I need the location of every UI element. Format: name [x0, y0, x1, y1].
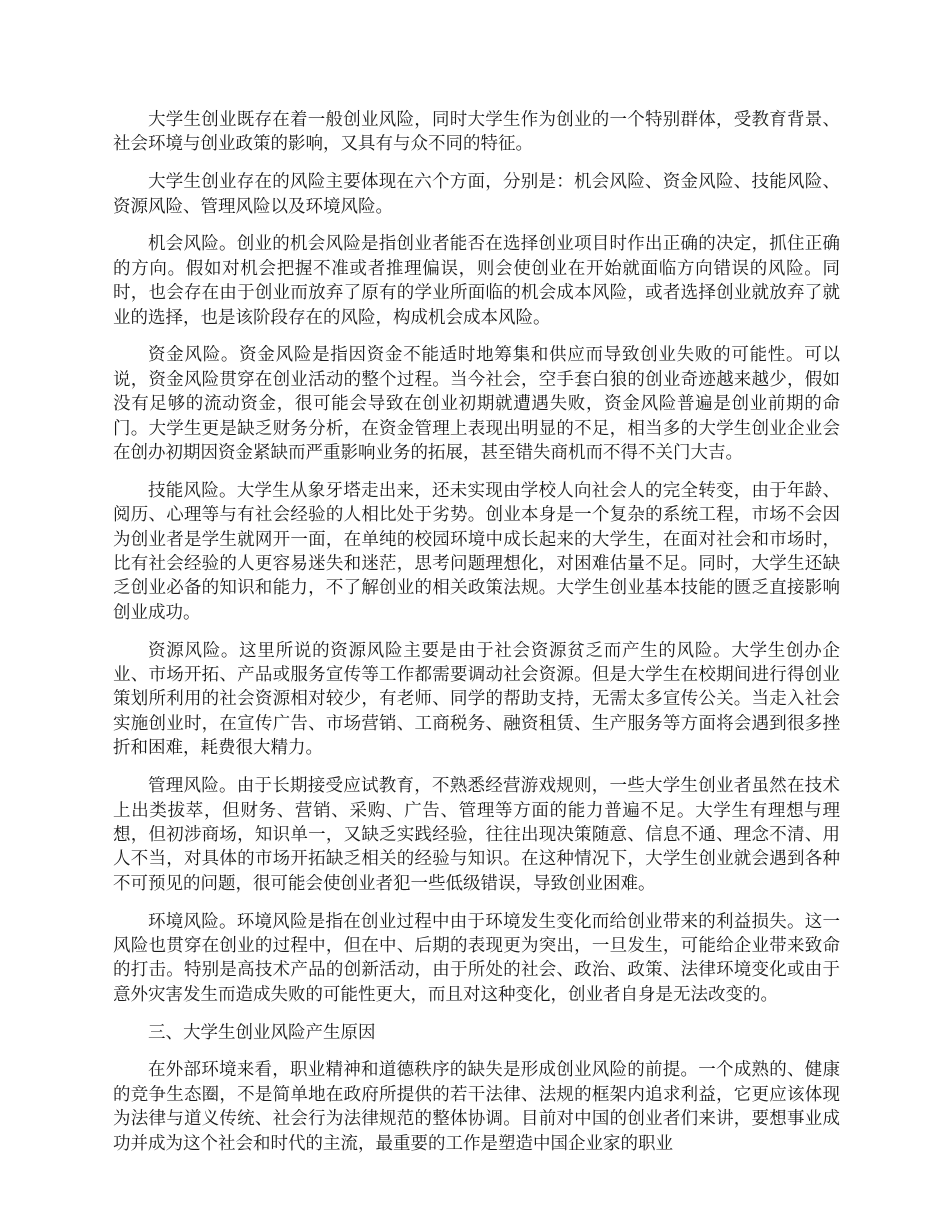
paragraph-intro: 大学生创业既存在着一般创业风险，同时大学生作为创业的一个特别群体，受教育背景、社会环境与创业政策的影响，又具有与众不同的特征。	[113, 110, 840, 155]
paragraph-management-risk: 管理风险。由于长期接受应试教育，不熟悉经营游戏规则，一些大学生创业者虽然在技术上出类拔萃，但财务、营销、采购、广告、管理等方面的能力普遍不足。大学生有理想与理想，但初涉商场，知识单一，又缺乏实践经验，往往出现决策随意、信息不通、理念不清、用人不当，对具体的市场开拓缺乏相关的经验与知识。在这种情况下，大学生创业就会遇到各种不可预见的问题，很可能会使创业者犯一些低级错误，导致创业困难。	[113, 776, 840, 894]
paragraph-six-risks: 大学生创业存在的风险主要体现在六个方面，分别是：机会风险、资金风险、技能风险、资源风险、管理风险以及环境风险。	[113, 172, 840, 217]
paragraph-skill-risk: 技能风险。大学生从象牙塔走出来，还未实现由学校人向社会人的完全转变，由于年龄、阅历、心理等与有社会经验的人相比处于劣势。创业本身是一个复杂的系统工程，市场不会因为创业者是学生就网开一面，在单纯的校园环境中成长起来的大学生，在面对社会和市场时，比有社会经验的人更容易迷失和迷茫，思考问题理想化，对困难估量不足。同时，大学生还缺乏创业必备的知识和能力，不了解创业的相关政策法规。大学生创业基本技能的匮乏直接影响创业成功。	[113, 480, 840, 623]
section-heading-causes: 三、大学生创业风险产生原因	[148, 1022, 376, 1043]
document-body	[113, 108, 840, 1169]
paragraph-opportunity-risk: 机会风险。创业的机会风险是指创业者能否在选择创业项目时作出正确的决定，抓住正确的方向。假如对机会把握不准或者推理偏误，则会使创业在开始就面临方向错误的风险。同时，也会存在由于创业而放弃了原有的学业所面临的机会成本风险，或者选择创业就放弃了就业的选择，也是该阶段存在的风险，构成机会成本风险。	[113, 234, 840, 328]
paragraph-resource-risk: 资源风险。这里所说的资源风险主要是由于社会资源贫乏而产生的风险。大学生创办企业、市场开拓、产品或服务宣传等工作都需要调动社会资源。但是大学生在校期间进行得创业策划所利用的社会资源相对较少，有老师、同学的帮助支持，无需太多宣传公关。当走入社会实施创业时，在宣传广告、市场营销、工商税务、融资租赁、生产服务等方面将会遇到很多挫折和困难，耗费很大精力。	[113, 640, 840, 759]
paragraph-capital-risk: 资金风险。资金风险是指因资金不能适时地筹集和供应而导致创业失败的可能性。可以说，资金风险贯穿在创业活动的整个过程。当今社会，空手套白狼的创业奇迹越来越少，假如没有足够的流动资金，很可能会导致在创业初期就遭遇失败，资金风险普遍是创业前期的命门。大学生更是缺乏财务分析，在资金管理上表现出明显的不足，相当多的大学生创业企业会在创办初期因资金紧缺而严重影响业务的拓展，甚至错失商机而不得不关门大吉。	[113, 345, 840, 464]
paragraph-environment-risk: 环境风险。环境风险是指在创业过程中由于环境发生变化而给创业带来的利益损失。这一风险也贯穿在创业的过程中，但在中、后期的表现更为突出，一旦发生，可能给企业带来致命的打击。特别是高技术产品的创新活动，由于所处的社会、政治、政策、法律环境变化或由于意外灾害发生而造成失败的可能性更大，而且对这种变化，创业者自身是无法改变的。	[113, 911, 840, 1005]
paragraph-external-environment: 在外部环境来看，职业精神和道德秩序的缺失是形成创业风险的前提。一个成熟的、健康的竞争生态圈，不是简单地在政府所提供的若干法律、法规的框架内追求利益，它更应该体现为法律与道义传统、社会行为法律规范的整体协调。目前对中国的创业者们来讲，要想事业成功并成为这个社会和时代的主流，最重要的工作是塑造中国企业家的职业	[113, 1060, 840, 1154]
